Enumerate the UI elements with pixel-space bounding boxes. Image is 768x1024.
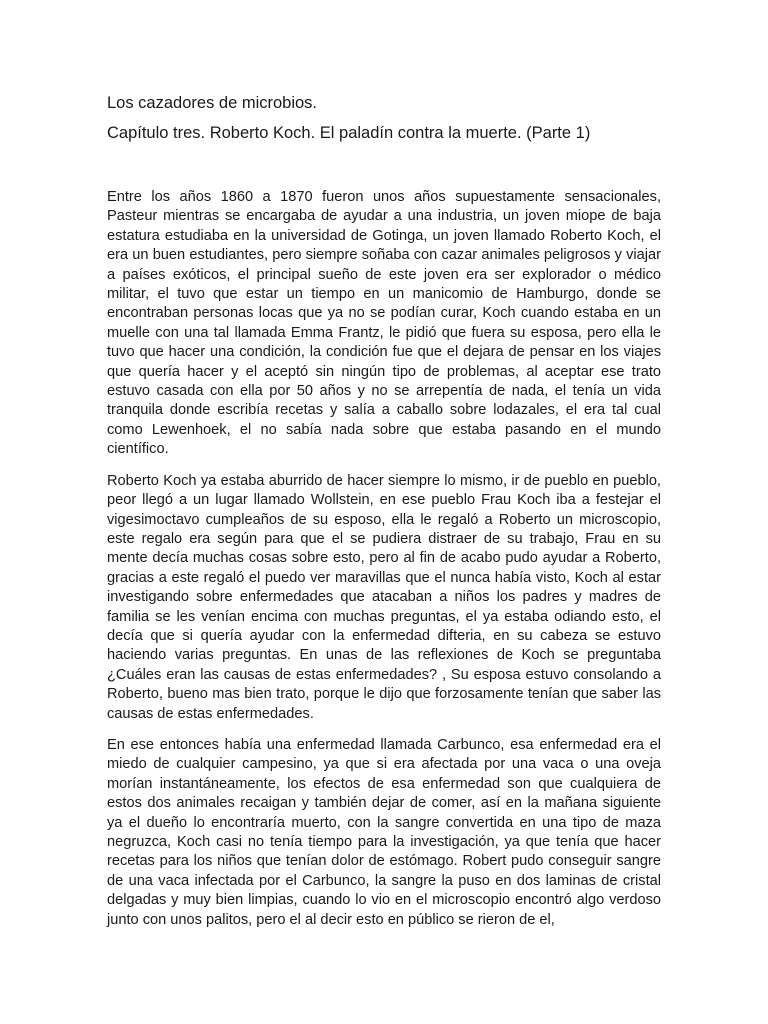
- paragraph-2: Roberto Koch ya estaba aburrido de hacer siempre lo mismo, ir de pueblo en pueblo, peor llegó a un lugar llamado Wollstein, en ese pueblo Frau Koch iba a festejar el vigesimoctavo cumpleaños de su esposo, ella le regaló a Roberto un microscopio, este regalo era según para que el se pudiera distraer de su trabajo, Frau en su mente decía muchas cosas sobre esto, pero al fin de acabo pudo ayudar a Roberto, gracias a este regaló el puedo ver maravillas que el nunca había visto, Koch al estar investigando sobre enfermedades que atacaban a niños los padres y madres de familia se les venían encima con muchas preguntas, el ya estaba odiando esto, el decía que si quería ayudar con la enfermedad difteria, en su cabeza se estuvo haciendo varias preguntas. En unas de las reflexiones de Koch se preguntaba ¿Cuáles eran las causas de estas enfermedades? , Su esposa estuvo consolando a Roberto, bueno mas bien trato, porque le dijo que forzosamente tenían que saber las causas de estas enfermedades.: [107, 472, 661, 722]
- paragraph-1: Entre los años 1860 a 1870 fueron unos años supuestamente sensacionales, Pasteur mientras se encargaba de ayudar a una industria, un joven miope de baja estatura estudiaba en la universidad de Gotinga, un joven llamado Roberto Koch, el era un buen estudiantes, pero siempre soñaba con cazar animales peligrosos y viajar a países exóticos, el principal sueño de este joven era ser explorador o médico militar, el tuvo que estar un tiempo en un manicomio de Hamburgo, donde se encontraban personas locas que ya no se podían curar, Koch cuando estaba en un muelle con una tal llamada Emma Frantz, le pidió que fuera su esposa, pero ella le tuvo que hacer una condición, la condición fue que el dejara de pensar en los viajes que quería hacer y el aceptó sin ningún tipo de problemas, al aceptar ese trato estuvo casada con ella por 50 años y no se arrepentía de nada, el tenía un vida tranquila donde escribía recetas y salía a caballo sobre lodazales, el era tal cual como Lewenhoek, el no sabía nada sobre que estaba pasando en el mundo científico.: [107, 189, 661, 458]
- document-page: [107, 92, 661, 942]
- chapter-subtitle: Capítulo tres. Roberto Koch. El paladín contra la muerte. (Parte 1): [107, 124, 591, 142]
- paragraph-3: En ese entonces había una enfermedad llamada Carbunco, esa enfermedad era el miedo de cualquier campesino, ya que si era afectada por una vaca o una oveja morían instantáneamente, los efectos de esa enfermedad son que cualquiera de estos dos animales recaigan y también dejar de comer, así en la mañana siguiente ya el dueño lo encontraría muerto, con la sangre convertida en una tipo de maza negruzca, Koch casi no tenía tiempo para la investigación, ya que tenía que hacer recetas para los niños que tenían dolor de estómago. Robert pudo conseguir sangre de una vaca infectada por el Carbunco, la sangre la puso en dos laminas de cristal delgadas y muy bien limpias, cuando lo vio en el microscopio encontró algo verdoso junto con unos palitos, pero el al decir esto en público se rieron de el,: [107, 736, 661, 928]
- document-title: Los cazadores de microbios.: [107, 94, 318, 112]
